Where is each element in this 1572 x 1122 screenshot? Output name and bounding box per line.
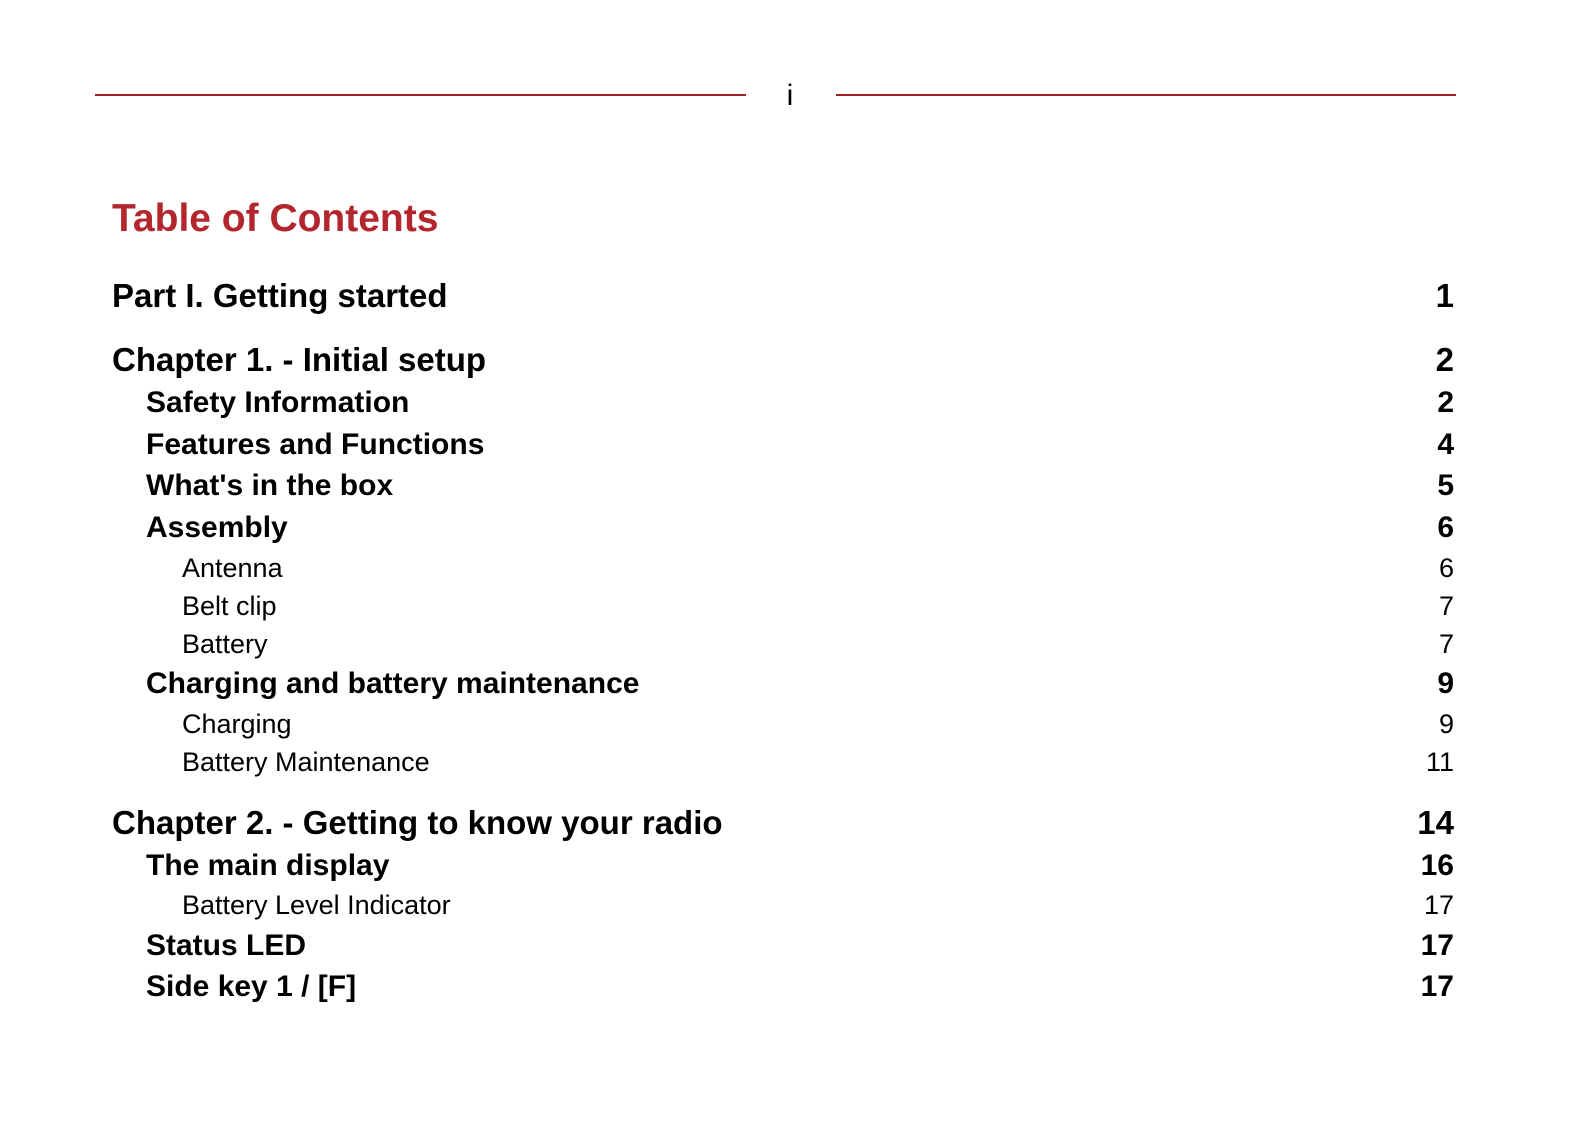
- toc-entry-page: 17: [1423, 890, 1454, 920]
- toc-entry-page: 11: [1425, 747, 1454, 777]
- toc-title: Table of Contents: [112, 197, 439, 240]
- toc-entry-label: What's in the box: [146, 469, 394, 502]
- toc-entry-page: 6: [1437, 511, 1454, 544]
- header-rule-left: [95, 94, 746, 96]
- toc-entry-page: 9: [1438, 709, 1454, 739]
- toc-entry-label: Safety Information: [146, 386, 410, 419]
- toc-entry-page: 2: [1435, 341, 1454, 378]
- toc-entry-label: The main display: [146, 849, 390, 882]
- toc-entry-label: Chapter 2. - Getting to know your radio: [112, 804, 723, 841]
- toc-entry-label: Battery Level Indicator: [182, 890, 451, 920]
- toc-entry-label: Battery Maintenance: [182, 747, 430, 777]
- toc-entry-label: Chapter 1. - Initial setup: [112, 341, 487, 378]
- toc-entry-page: 7: [1438, 629, 1454, 659]
- toc-entry-page: 2: [1437, 386, 1454, 419]
- toc-entry-page: 17: [1420, 970, 1454, 1003]
- toc-entry-label: Part I. Getting started: [112, 277, 448, 314]
- toc-entry-label: Assembly: [146, 511, 288, 544]
- toc-entry-label: Belt clip: [182, 591, 277, 621]
- toc-entry-label: Antenna: [182, 553, 283, 583]
- toc-entry-page: 16: [1420, 849, 1454, 882]
- toc-entry-page: 17: [1420, 929, 1454, 962]
- toc-entry-page: 7: [1438, 591, 1454, 621]
- toc-entry-page: 4: [1437, 428, 1454, 461]
- page-number: i: [786, 79, 794, 112]
- header-rule-right: [836, 94, 1456, 96]
- toc-entry-page: 1: [1435, 277, 1454, 314]
- toc-entry-label: Charging: [182, 709, 292, 739]
- toc-entry-label: Status LED: [146, 929, 307, 962]
- toc-entry-label: Charging and battery maintenance: [146, 667, 640, 700]
- toc-entry-label: Features and Functions: [146, 428, 485, 461]
- toc-entry-page: 5: [1437, 469, 1454, 502]
- toc-entry-page: 6: [1438, 553, 1454, 583]
- toc-entry-page: 9: [1437, 667, 1454, 700]
- toc-entry-label: Battery: [182, 629, 268, 659]
- toc-entry-label: Side key 1 / [F]: [146, 970, 357, 1003]
- toc-entry-page: 14: [1417, 804, 1454, 841]
